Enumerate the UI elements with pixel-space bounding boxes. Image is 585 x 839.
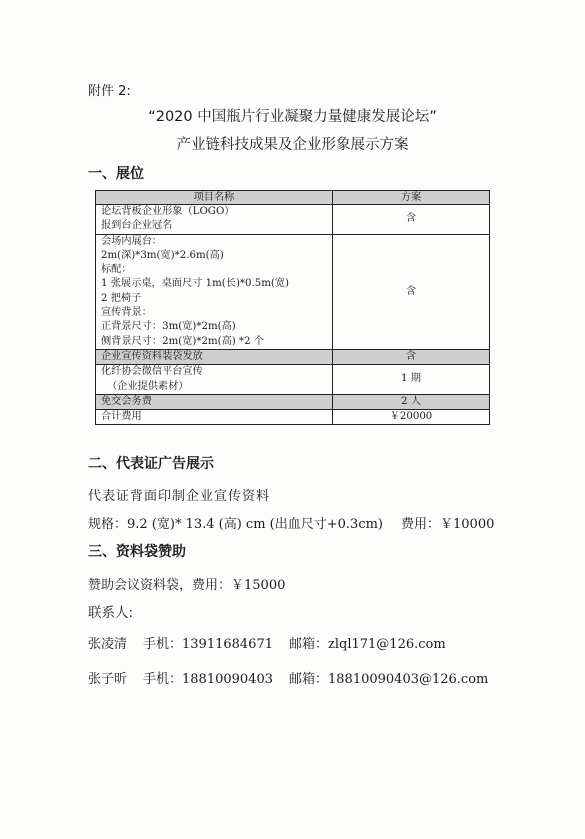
row-line: 免交会务费: [101, 395, 152, 407]
section-3-heading: 三、资料袋赞助: [88, 544, 186, 560]
contact-row: [88, 633, 446, 652]
contact-name: 张凌清: [88, 637, 128, 652]
contact-email: 邮箱：zlql171@126.com: [289, 637, 446, 652]
row-line: 企业宣传资料装袋发放: [101, 350, 203, 362]
row-value: 2 人: [333, 394, 490, 409]
row-line: 标配：: [101, 264, 132, 276]
row-line: 2 把椅子: [101, 292, 142, 304]
row-line: 侧背景尺寸：2m(宽)*2m(高) *2 个: [101, 335, 265, 347]
badge-spec: 规格：9.2 (宽)* 13.4 (高) cm (出血尺寸+0.3cm): [88, 517, 383, 532]
row-value: 含: [333, 349, 490, 364]
contact-phone: 手机：18810090403: [143, 672, 273, 687]
table-header-row: [96, 191, 490, 205]
contact-name: 张子昕: [88, 672, 128, 687]
contact-phone: 手机：13911684671: [143, 637, 273, 652]
header-plan: 方案: [333, 191, 490, 205]
row-item: [96, 394, 333, 409]
row-line: 报到台企业冠名: [101, 220, 173, 232]
contacts-heading: 联系人:: [88, 605, 134, 621]
row-line: 宣传背景：: [101, 307, 152, 319]
row-item: [96, 234, 333, 349]
row-item: [96, 365, 333, 395]
row-line: （企业提供素材）: [107, 380, 189, 392]
title-line-2: 产业链科技成果及企业形象展示方案: [176, 137, 409, 153]
section-2-heading: 二、代表证广告展示: [88, 456, 214, 472]
table-row: [96, 234, 490, 349]
table-row: [96, 205, 490, 235]
badge-fee: 费用：￥10000: [401, 517, 495, 532]
row-value: ￥20000: [333, 410, 490, 425]
table-row: [96, 349, 490, 364]
row-line: 论坛背板企业形象（LOGO）: [101, 206, 235, 217]
badge-ad-text: 代表证背面印制企业宣传资料: [88, 489, 271, 504]
attachment-label: 附件 2:: [88, 84, 131, 99]
header-item-name: 项目名称: [96, 191, 333, 205]
row-line: 化纤协会微信平台宣传: [101, 366, 203, 378]
table-row: [96, 410, 490, 425]
contact-row: [88, 668, 488, 687]
contact-email: 邮箱：18810090403@126.com: [289, 672, 489, 687]
row-value: 含: [333, 205, 490, 235]
row-line: 会场内展台：: [101, 235, 163, 247]
bag-sponsor-text: 赞助会议资料袋，费用：￥15000: [88, 578, 286, 593]
section-1-heading: 一、展位: [88, 166, 144, 182]
row-line: 1 张展示桌，桌面尺寸 1m(长)*0.5m(宽): [101, 278, 290, 290]
badge-spec-line: [88, 513, 494, 532]
row-value: 含: [333, 234, 490, 349]
booth-table: [95, 190, 490, 425]
row-value: 1 期: [333, 365, 490, 395]
table-row: [96, 365, 490, 395]
table-row: [96, 394, 490, 409]
row-line: 正背景尺寸：3m(宽)*2m(高): [101, 321, 236, 333]
title-line-1: “2020 中国瓶片行业凝聚力量健康发展论坛”: [148, 109, 437, 125]
row-item: [96, 349, 333, 364]
row-line: 合计费用: [101, 411, 142, 423]
row-line: 2m(深)*3m(宽)*2.6m(高): [101, 249, 224, 261]
row-item: [96, 205, 333, 235]
row-item: [96, 410, 333, 425]
